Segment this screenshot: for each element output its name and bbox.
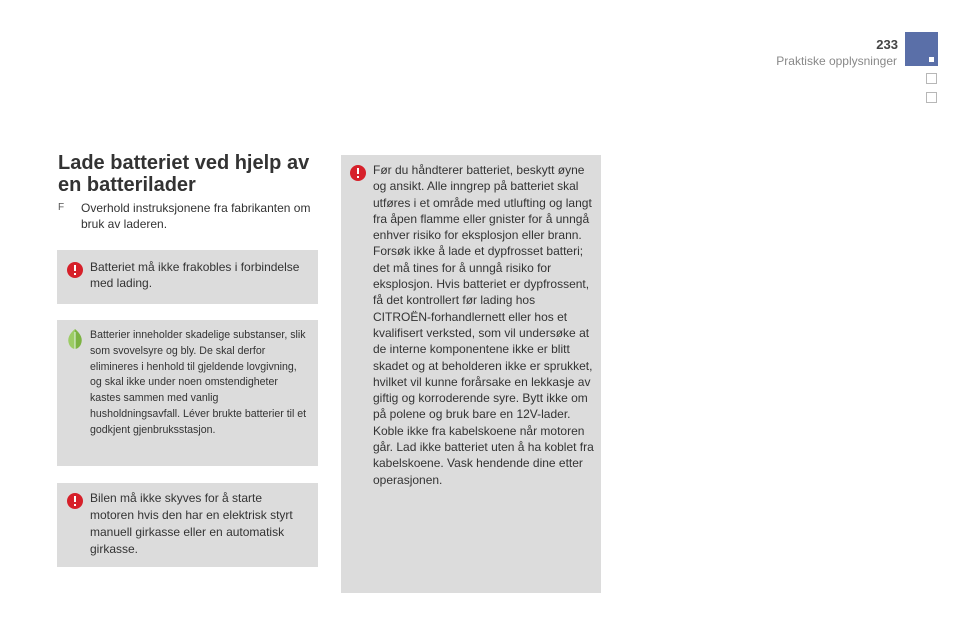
warning-box-disconnect xyxy=(57,250,318,304)
bullet-text: Overhold instruksjonene fra fabrikanten om bruk av laderen. xyxy=(81,201,311,231)
chapter-tab-next[interactable] xyxy=(926,73,937,84)
warning-text: Før du håndterer batteriet, beskytt øyne og ansikt. Alle inngrep på batteriet skal utføres i et område med utlufting og langt fra åpen flamme eller gnister for å unngå enhver risiko for eksplosjon eller brann. Forsøk ikke å lade et dypfrosset batteri; det må tines for å unngå risiko for eksplosjon. Hvis batteriet er dypfrossent, få det kontrollert før lading hos CITROËN-forhandlernett eller hos et kvalifisert verksted, som vil undersøke at de interne komponentene ikke er blitt skadet og at beholderen ikke er sprukket, hvilket vil kunne forårsake en lekkasje av giftig og korroderende syre. Bytt ikke om på polene og bruk bare en 12V-lader. Koble ikke fra kabelskoene når motoren går. Lad ikke batteriet uten å ha koblet fra kabelskoene. Vask hendende dine etter operasjonen. xyxy=(373,163,594,487)
warning-icon xyxy=(67,493,83,509)
page-number: 233 xyxy=(876,37,898,52)
bullet-marker: F xyxy=(58,202,65,213)
section-label: Praktiske opplysninger xyxy=(776,54,897,68)
eco-text: Batterier inneholder skadelige substanser, slik som svovelsyre og bly. De skal derfor elimineres i henhold til gjeldende lovgivning, og skal ikke under noen omstendigheter kastes sammen med vanlig husholdningsavfall. Léver brukte batterier til et godkjent gjenbruksstasjon. xyxy=(90,329,307,436)
warning-text: Bilen må ikke skyves for å starte motoren hvis den har en elektrisk styrt manuell girkasse eller en automatisk girkasse. xyxy=(90,491,293,556)
page-title-line-1: Lade batteriet ved hjelp av xyxy=(58,152,310,174)
warning-icon xyxy=(67,262,83,278)
tab-indicator-dot xyxy=(929,57,934,62)
eco-box-recycling xyxy=(57,320,318,466)
instruction-bullet xyxy=(58,200,324,232)
warning-icon xyxy=(350,165,366,181)
recycling-leaf-icon xyxy=(66,328,84,350)
chapter-tab-next-2[interactable] xyxy=(926,92,937,103)
page-title xyxy=(58,152,328,196)
warning-box-handling xyxy=(341,155,601,593)
page-title-line-2: en batterilader xyxy=(58,174,196,196)
chapter-tab-active[interactable] xyxy=(905,32,938,66)
warning-box-push-start xyxy=(57,483,318,567)
warning-text: Batteriet må ikke frakobles i forbindelse med lading. xyxy=(90,260,300,290)
